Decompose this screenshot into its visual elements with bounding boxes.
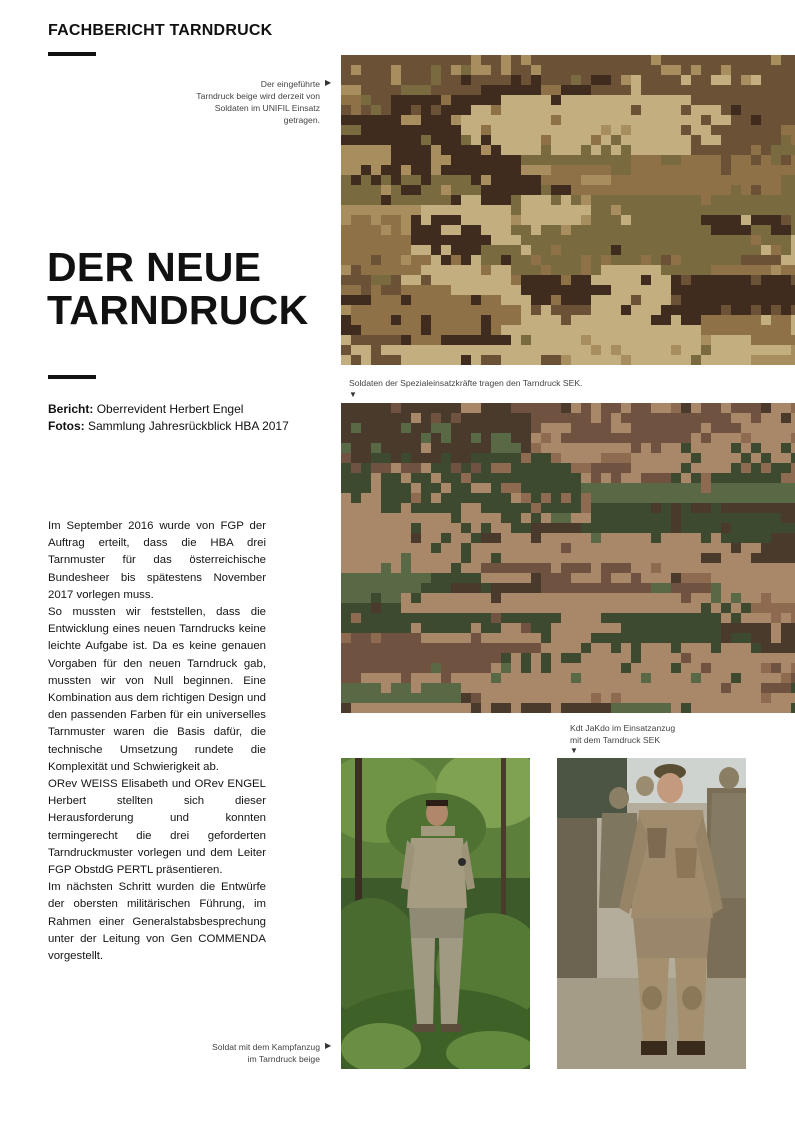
sek-camouflage-pattern-image (341, 403, 795, 713)
article-title (47, 246, 309, 332)
beige-camouflage-pattern-image (341, 55, 795, 365)
credit-photos: Fotos: Sammlung Jahresrückblick HBA 2017 (48, 419, 289, 433)
caption-beige-pattern: Der eingeführte Tarndruck beige wird derzeit von Soldaten im UNIFIL Einsatz getragen. (196, 79, 320, 125)
caption-kdt-photo: Kdt JaKdo im Einsatzanzug mit dem Tarndruck SEK (570, 723, 676, 745)
arrow-down-icon: ▼ (349, 390, 357, 399)
article-body (48, 518, 266, 965)
credit-report: Bericht: Oberrevident Herbert Engel (48, 402, 244, 416)
commander-sek-uniform-photo (557, 758, 746, 1069)
arrow-right-icon: ▶ (325, 1041, 332, 1050)
paragraph: ORev WEISS Elisabeth und ORev ENGEL Herbert stellten sich dieser Herausforderung und konnten termingerecht die drei geforderten Tarndruckmuster vorlegen und dem Leiter FGP ObstdG PERTL präsentieren. (48, 778, 266, 877)
arrow-right-icon: ▶ (325, 78, 332, 87)
caption-sek-pattern: Soldaten der Spezialeinsatzkräfte tragen den Tarndruck SEK. (349, 378, 583, 388)
header-rule (48, 52, 96, 56)
paragraph: Im September 2016 wurde von FGP der Auftrag erteilt, dass die HBA drei Tarnmuster für das österreichische Bundesheer bis spätestens November 2017 vorlegen muss. (48, 520, 266, 601)
soldier-photo-illustration (341, 758, 530, 1069)
paragraph: So mussten wir feststellen, dass die Entwicklung eines neuen Tarndrucks keine leichte Aufgabe ist. Da es keine genauen Vorgaben für den neuen Tarndruck gab, mussten wir von Null beginnen. Eine Kombination aus dem richtigen Design und den passenden Farben für ein universelles Tarnmuster waren die Basis dafür, die technische Umsetzung rundete die Komplexität und Schwierigkeit ab. (48, 606, 266, 773)
article-title-line-1: DER NEUE (47, 244, 262, 290)
credits (48, 401, 289, 435)
title-rule (48, 375, 96, 379)
commander-photo-illustration (557, 758, 746, 1069)
paragraph: Im nächsten Schritt wurden die Entwürfe der obersten militärischen Führung, im Rahmen einer Generalstabsbesprechung unter der Leitung von Gen COMMENDA vorgestellt. (48, 881, 266, 963)
camouflage-pattern (341, 403, 795, 713)
arrow-down-icon: ▼ (570, 746, 578, 755)
caption-soldier-photo: Soldat mit dem Kampfanzug im Tarndruck beige (212, 1042, 320, 1064)
section-label: FACHBERICHT TARNDRUCK (48, 22, 273, 39)
soldier-beige-uniform-photo (341, 758, 530, 1069)
camouflage-pattern (341, 55, 795, 365)
article-title-line-2: TARNDRUCK (47, 287, 309, 333)
